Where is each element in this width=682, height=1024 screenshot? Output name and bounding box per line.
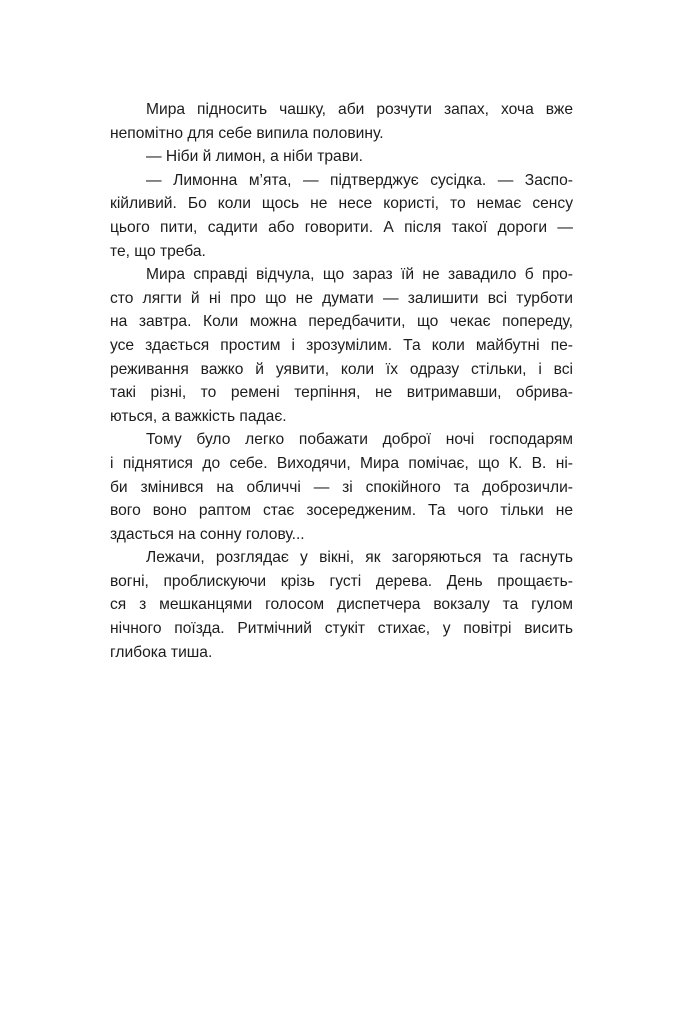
text-line: сто лягти й ні про що не думати — залишити всі турботи bbox=[110, 289, 573, 307]
text-line: вого воно раптом стає зосередженим. Та чого тільки не bbox=[110, 502, 573, 520]
text-line: би змінився на обличчі — зі спокійного та доброзичли- bbox=[110, 478, 573, 496]
text-line: Лежачи, розглядає у вікні, як загоряються та гаснуть bbox=[146, 549, 573, 567]
text-line: ються, а важкість падає. bbox=[110, 407, 287, 425]
text-line: глибока тиша. bbox=[110, 643, 213, 661]
text-line: ся з мешканцями голосом диспетчера вокзалу та гулом bbox=[110, 596, 573, 614]
text-line: Тому було легко побажати доброї ночі господарям bbox=[146, 431, 573, 449]
text-line: нічного поїзда. Ритмічний стукіт стихає, у повітрі висить bbox=[110, 620, 573, 638]
text-line: на завтра. Коли можна передбачити, що чекає попереду, bbox=[110, 313, 573, 331]
text-line: реживання важко й уявити, коли їх одразу стільки, і всі bbox=[110, 360, 573, 378]
text-line: — Лимонна м’ята, — підтверджує сусідка. — Заспо- bbox=[146, 171, 573, 189]
text-line: здасться на сонну голову... bbox=[110, 525, 305, 543]
text-line: Мира справді відчула, що зараз їй не завадило б про- bbox=[146, 266, 573, 284]
text-line: такі різні, то ремені терпіння, не витримавши, обрива- bbox=[110, 384, 573, 402]
text-line: усе здається простим і зрозумілим. Та коли майбутні пе- bbox=[110, 336, 573, 354]
text-line: і піднятися до себе. Виходячи, Мира помічає, що К. В. ні- bbox=[110, 454, 573, 472]
text-line: те, що треба. bbox=[110, 242, 206, 260]
text-line: непомітно для себе випила половину. bbox=[110, 124, 384, 142]
body-text bbox=[110, 98, 573, 664]
text-line: кійливий. Бо коли щось не несе користі, то немає сенсу bbox=[110, 195, 573, 213]
text-line: вогні, проблискуючи крізь густі дерева. День прощаєть- bbox=[110, 572, 573, 590]
text-line: цього пити, садити або говорити. А після такої дороги — bbox=[110, 218, 573, 236]
text-line: — Ніби й лимон, а ніби трави. bbox=[146, 148, 364, 166]
text-line: Мира підносить чашку, аби розчути запах, хоча вже bbox=[146, 101, 573, 118]
